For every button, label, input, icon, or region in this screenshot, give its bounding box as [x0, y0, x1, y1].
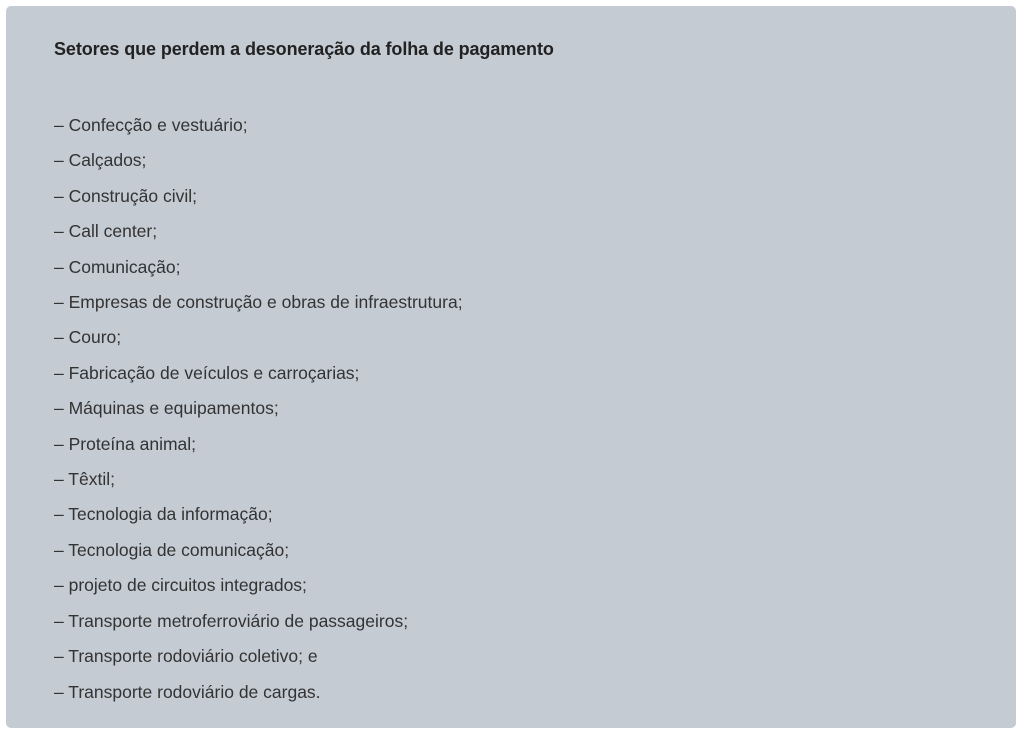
list-item: – Comunicação; — [54, 256, 181, 277]
list-item: – Couro; — [54, 327, 122, 348]
list-item: – Construção civil; — [54, 185, 197, 206]
list-item: – Transporte metroferroviário de passageiros; — [54, 610, 409, 631]
list-item: – Máquinas e equipamentos; — [54, 398, 279, 419]
list-item: – Têxtil; — [54, 469, 115, 490]
list-item: – Fabricação de veículos e carroçarias; — [54, 362, 360, 383]
panel-title: Setores que perdem a desoneração da folha de pagamento — [54, 39, 554, 59]
list-item: – Calçados; — [54, 150, 147, 171]
list-item: – Proteína animal; — [54, 433, 197, 454]
list-item: – Transporte rodoviário coletivo; e — [54, 646, 318, 667]
list-item: – Confecção e vestuário; — [54, 115, 248, 135]
list-item: – Tecnologia de comunicação; — [54, 539, 290, 560]
list-item: – Call center; — [54, 221, 158, 242]
sector-list — [54, 108, 1016, 710]
list-item: – projeto de circuitos integrados; — [54, 575, 307, 596]
list-item: – Transporte rodoviário de cargas. — [54, 681, 321, 702]
list-item: – Tecnologia da informação; — [54, 504, 273, 525]
list-item: – Empresas de construção e obras de infraestrutura; — [54, 292, 463, 313]
info-panel — [6, 6, 1016, 728]
